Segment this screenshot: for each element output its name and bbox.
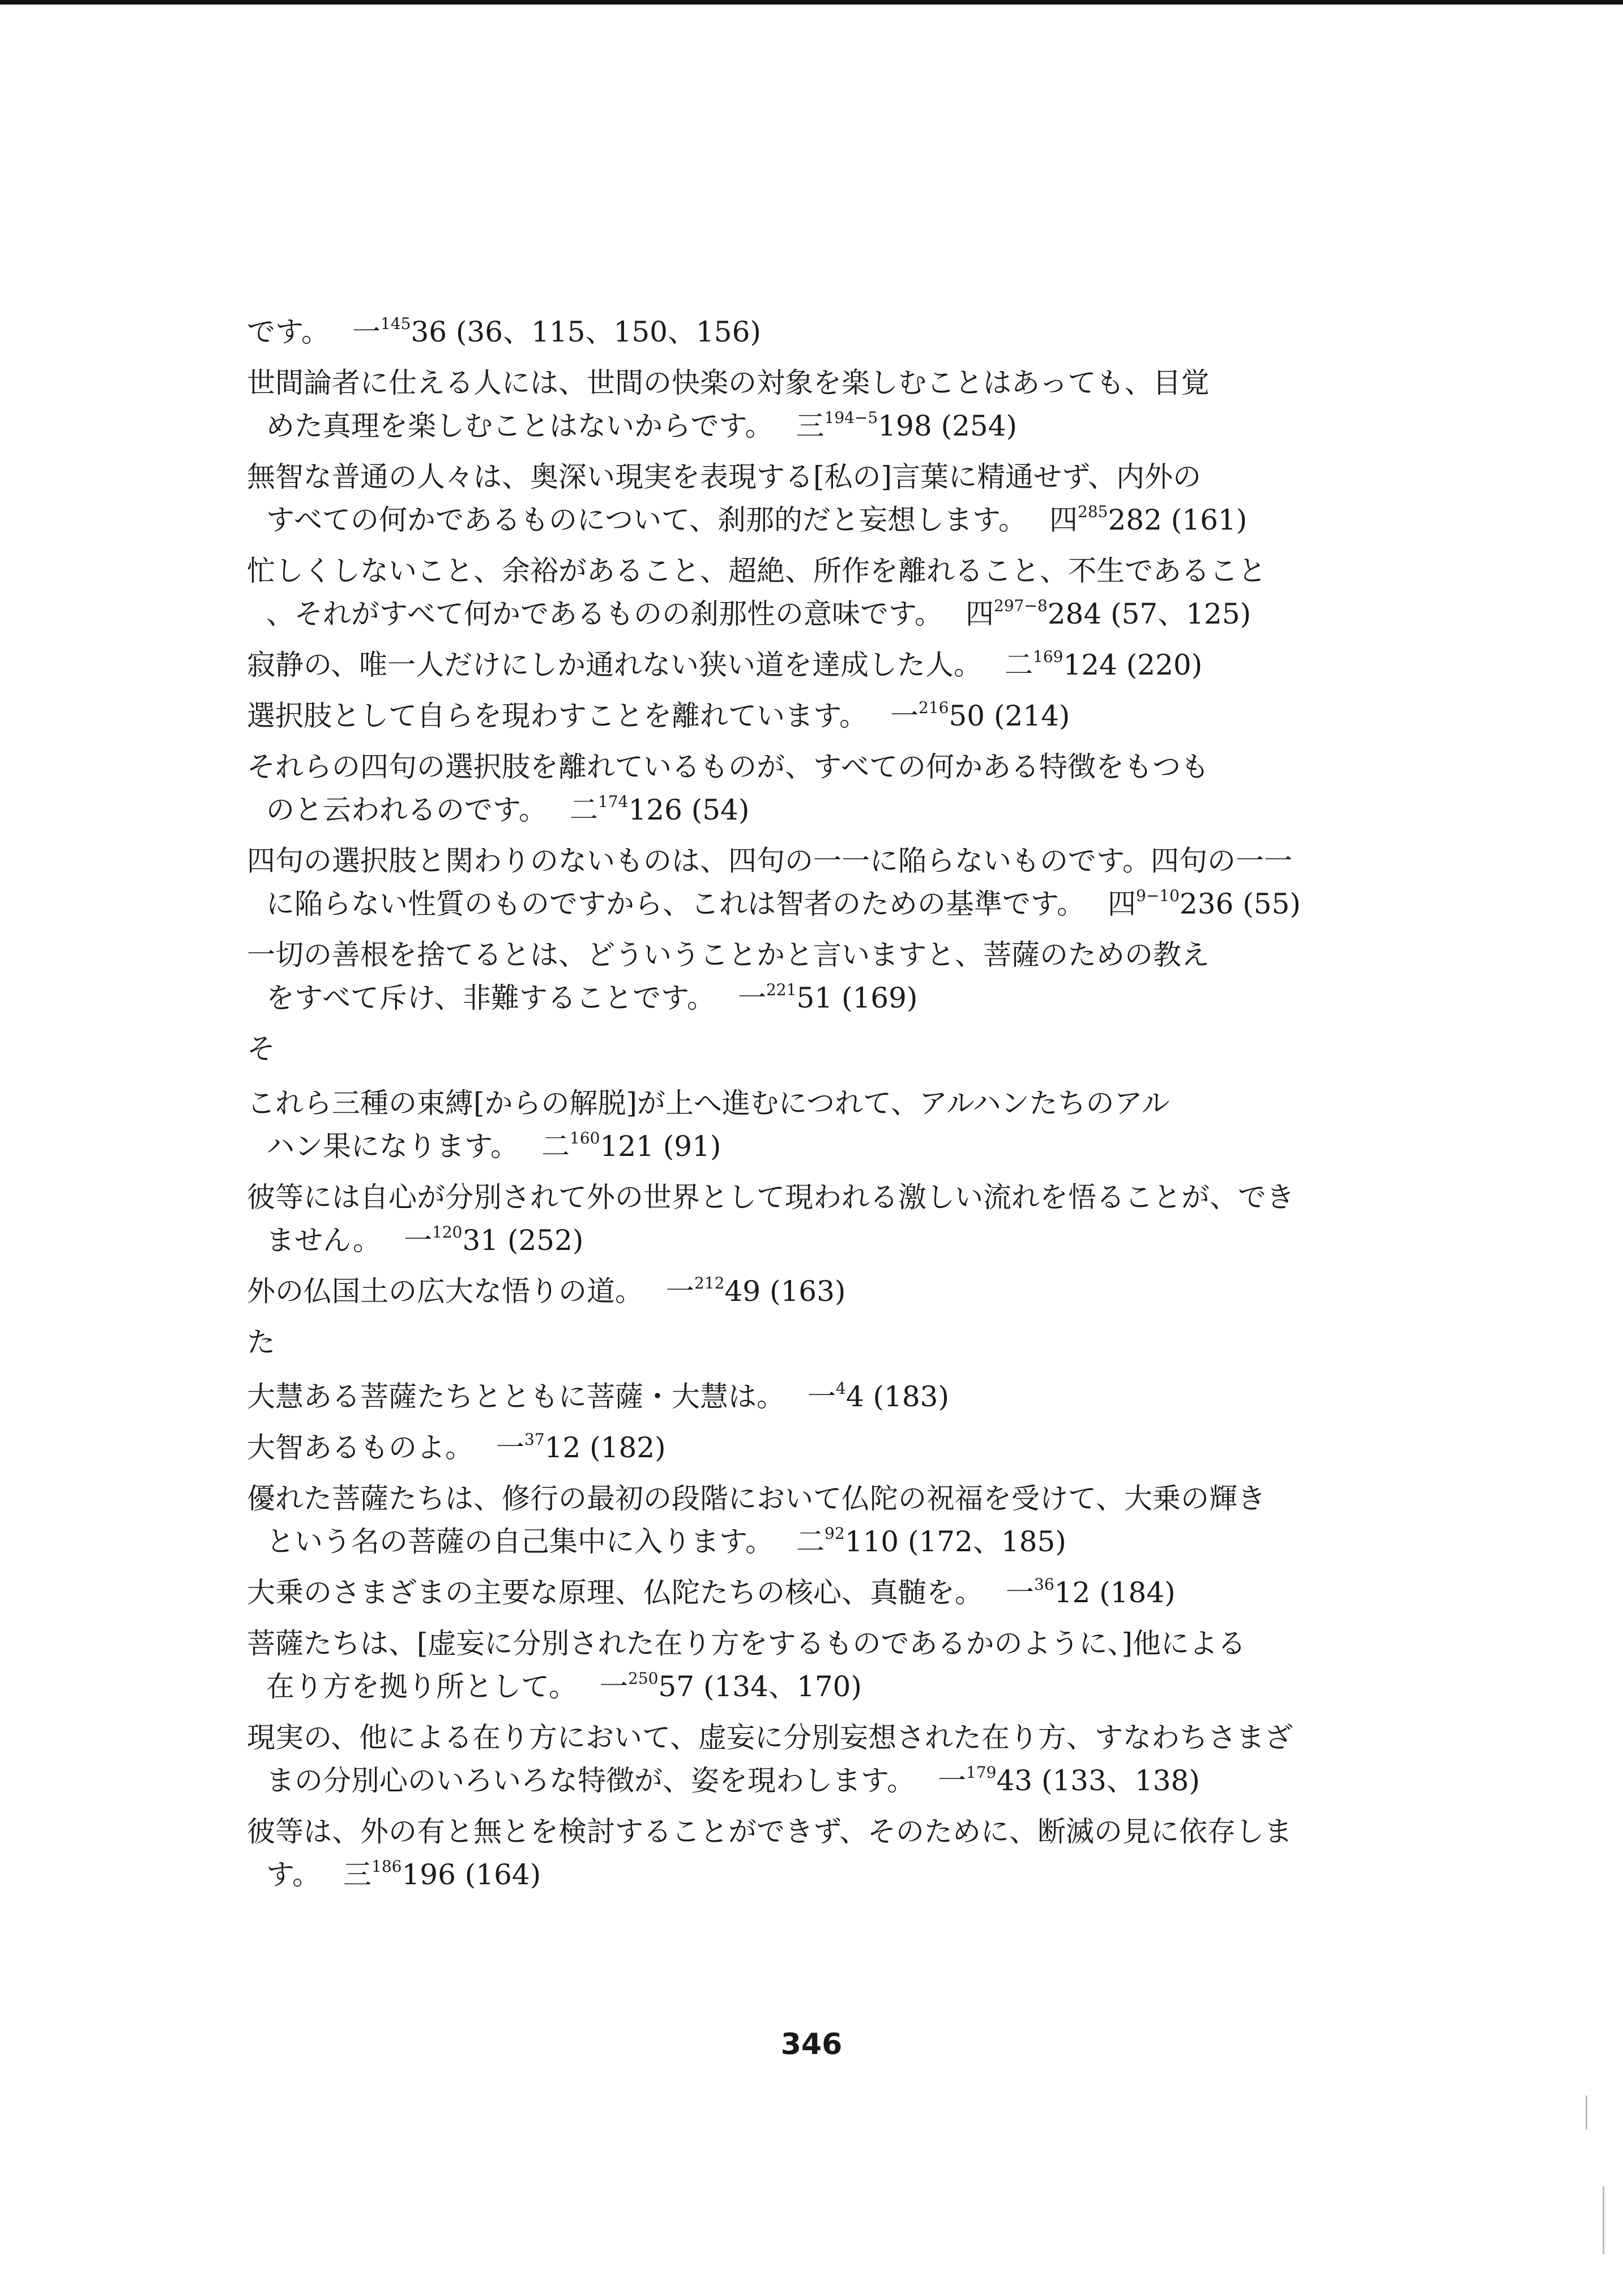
entry-text-line1: 選択肢として自らを現わすことを離れています。	[247, 699, 868, 732]
reference-page: 4	[845, 1380, 864, 1413]
reference-page: 12	[1054, 1576, 1091, 1609]
reference-volume: 一	[404, 1224, 432, 1257]
reference-volume: 一	[938, 1764, 966, 1797]
reference-pages-paren: (214)	[993, 699, 1070, 732]
entry-text-line2: ません。	[266, 1224, 381, 1257]
reference-page: 51	[796, 981, 833, 1014]
entry-text-line1: 一切の善根を捨てるとは、どういうことかと言いますと、菩薩のための教え	[247, 938, 1210, 971]
scan-speck	[1603, 2186, 1604, 2254]
index-entry	[247, 361, 1368, 447]
entry-reference	[600, 1670, 862, 1703]
entry-text-line1: 彼等には自心が分別されて外の世界として現われる激しい流れを悟ることが、でき	[247, 1181, 1295, 1214]
entry-reference	[1049, 503, 1247, 536]
reference-pages-paren: (36、115、150、156)	[455, 315, 761, 348]
reference-volume: 一	[738, 981, 766, 1014]
entry-text-line1: それらの四句の選択肢を離れているものが、すべての何かある特徴をもつも	[247, 750, 1209, 783]
reference-pages-paren: (55)	[1242, 887, 1301, 920]
reference-pages-paren: (163)	[769, 1275, 846, 1308]
entry-text-line2: めた真理を楽しむことはないからです。	[266, 409, 774, 442]
reference-pages-paren: (182)	[590, 1431, 666, 1464]
entry-reference	[666, 1275, 845, 1308]
entry-reference	[938, 1764, 1200, 1797]
index-text-block	[247, 310, 1368, 1904]
index-entry	[247, 455, 1368, 541]
entry-text-line2: をすべて斥け、非難することです。	[266, 981, 715, 1014]
reference-verse: 4	[836, 1379, 846, 1398]
entry-text-line1: 現実の、他による在り方において、虚妄に分別妄想された在り方、すなわちさまざ	[247, 1721, 1293, 1754]
entry-text-line1: 無智な普通の人々は、奥深い現実を表現する[私の]言葉に精通せず、内外の	[247, 460, 1202, 493]
reference-page: 284	[1047, 598, 1102, 630]
reference-pages-paren: (164)	[464, 1858, 541, 1891]
reference-page: 110	[844, 1525, 899, 1558]
reference-page: 36	[411, 315, 447, 348]
reference-pages-paren: (183)	[873, 1380, 949, 1413]
reference-verse: 250	[628, 1669, 659, 1688]
index-entry	[247, 643, 1368, 686]
reference-volume: 二	[796, 1525, 825, 1558]
reference-page: 12	[544, 1431, 581, 1464]
scan-speck	[1586, 2096, 1587, 2129]
reference-volume: 一	[808, 1380, 836, 1413]
entry-text-line2: のと云われるのです。	[266, 793, 547, 826]
entry-text-line1: 大乗のさまざまの主要な原理、仏陀たちの核心、真髄を。	[247, 1576, 983, 1609]
index-entry	[247, 1426, 1368, 1469]
reference-verse: 37	[524, 1430, 545, 1449]
entry-text-line2: 在り方を拠り所として。	[266, 1670, 577, 1703]
reference-pages-paren: (220)	[1126, 648, 1203, 681]
index-entry	[247, 745, 1368, 831]
index-entry	[247, 933, 1368, 1019]
reference-page: 126	[628, 793, 682, 826]
reference-pages-paren: (172、185)	[907, 1525, 1066, 1558]
reference-pages-paren: (91)	[663, 1130, 721, 1163]
reference-verse: 186	[371, 1857, 402, 1876]
index-entry	[247, 310, 1368, 353]
reference-page: 121	[600, 1130, 654, 1163]
entry-text-line1: 大智あるものよ。	[247, 1431, 473, 1464]
entry-reference	[570, 793, 749, 826]
reference-pages-paren: (169)	[841, 981, 918, 1014]
entry-reference	[496, 1431, 666, 1464]
reference-verse: 179	[966, 1763, 997, 1782]
reference-volume: 四	[966, 598, 994, 630]
entry-reference	[541, 1130, 721, 1163]
index-entry	[247, 1477, 1368, 1563]
reference-verse: 174	[598, 792, 629, 811]
index-entry	[247, 1270, 1368, 1313]
reference-volume: 一	[666, 1275, 694, 1308]
reference-pages-paren: (133、138)	[1041, 1764, 1200, 1797]
entry-text-line1: 忙しくしないこと、余裕があること、超絶、所作を離れること、不生であること	[247, 554, 1266, 587]
reference-pages-paren: (54)	[691, 793, 750, 826]
section-heading-ta: た	[247, 1326, 275, 1359]
entry-reference	[343, 1858, 541, 1891]
entry-reference	[352, 315, 761, 348]
reference-page: 31	[462, 1224, 499, 1257]
entry-text-line1: 大慧ある菩薩たちとともに菩薩・大慧は。	[247, 1380, 785, 1413]
section-heading-so: そ	[247, 1032, 275, 1065]
reference-verse: 212	[694, 1274, 725, 1292]
reference-page: 49	[724, 1275, 761, 1308]
reference-pages-paren: (57、125)	[1111, 598, 1252, 630]
entry-text-line2: す。	[266, 1858, 321, 1891]
entry-reference	[890, 699, 1070, 732]
reference-page: 43	[996, 1764, 1033, 1797]
entry-text-line2: に陥らない性質のものですから、これは智者のための基準です。	[266, 887, 1085, 920]
entry-text-line1: これら三種の束縛[からの解脱]が上へ進むにつれて、アルハンたちのアル	[247, 1087, 1170, 1120]
reference-verse: 92	[825, 1524, 845, 1543]
reference-verse: 297−8	[994, 596, 1048, 615]
entry-reference	[808, 1380, 949, 1413]
entry-reference	[738, 981, 917, 1014]
reference-volume: 一	[600, 1670, 628, 1703]
entry-reference	[1108, 887, 1301, 920]
reference-verse: 169	[1033, 647, 1064, 666]
reference-pages-paren: (161)	[1171, 503, 1248, 536]
entry-reference	[796, 1525, 1066, 1558]
reference-pages-paren: (254)	[941, 409, 1018, 442]
index-entry	[247, 549, 1368, 635]
top-border-line	[0, 0, 1623, 5]
reference-verse: 216	[919, 698, 949, 717]
index-entry	[247, 1716, 1368, 1802]
reference-page: 282	[1108, 503, 1162, 536]
reference-verse: 120	[432, 1223, 463, 1241]
entry-reference	[1005, 648, 1202, 681]
reference-page: 198	[878, 409, 932, 442]
reference-volume: 二	[570, 793, 598, 826]
reference-verse: 194−5	[824, 408, 878, 427]
reference-verse: 160	[570, 1129, 600, 1147]
reference-verse: 285	[1078, 502, 1108, 521]
reference-pages-paren: (184)	[1099, 1576, 1176, 1609]
page-number: 346	[780, 2028, 843, 2062]
entry-reference	[966, 598, 1251, 630]
entry-reference	[796, 409, 1018, 442]
entry-text-line2: ハン果になります。	[266, 1130, 519, 1163]
entry-text-line1: 四句の選択肢と関わりのないものは、四句の一一に陥らないものです。四句の一一	[247, 844, 1292, 877]
reference-page: 196	[402, 1858, 456, 1891]
entry-text-line1: 彼等は、外の有と無とを検討することができず、そのために、断滅の見に依存しま	[247, 1815, 1292, 1848]
entry-text-line2: まの分別心のいろいろな特徴が、姿を現わします。	[266, 1764, 915, 1797]
entry-text-line1: 寂静の、唯一人だけにしか通れない狭い道を達成した人。	[247, 648, 982, 681]
reference-page: 124	[1063, 648, 1117, 681]
index-entry	[247, 1176, 1368, 1262]
reference-verse: 221	[766, 980, 797, 999]
index-entry	[247, 1622, 1368, 1708]
entry-text-line2: すべての何かであるものについて、刹那的だと妄想します。	[266, 503, 1027, 536]
reference-volume: 一	[1006, 1576, 1034, 1609]
entry-group-main	[247, 310, 1368, 1019]
reference-volume: 三	[796, 409, 825, 442]
entry-reference	[404, 1224, 583, 1257]
entry-text-line1: です。	[247, 315, 330, 348]
reference-volume: 一	[352, 315, 381, 348]
entry-reference	[1006, 1576, 1176, 1609]
entry-text-line2: という名の菩薩の自己集中に入ります。	[266, 1525, 774, 1558]
index-entry	[247, 1571, 1368, 1614]
reference-verse: 145	[381, 314, 411, 333]
reference-page: 57	[658, 1670, 695, 1703]
reference-volume: 二	[541, 1130, 570, 1163]
index-entry	[247, 1082, 1368, 1168]
reference-page: 50	[949, 699, 985, 732]
reference-volume: 二	[1005, 648, 1033, 681]
reference-verse: 9−10	[1136, 886, 1180, 905]
index-entry	[247, 1810, 1368, 1896]
reference-pages-paren: (134、170)	[703, 1670, 862, 1703]
reference-pages-paren: (252)	[507, 1224, 584, 1257]
entry-group-ta	[247, 1375, 1368, 1896]
entry-group-so	[247, 1082, 1368, 1313]
entry-text-line1: 世間論者に仕える人には、世間の快楽の対象を楽しむことはあっても、目覚	[247, 366, 1210, 399]
reference-page: 236	[1179, 887, 1234, 920]
reference-volume: 四	[1049, 503, 1078, 536]
index-entry	[247, 694, 1368, 737]
entry-text-line1: 優れた菩薩たちは、修行の最初の段階において仏陀の祝福を受けて、大乗の輝き	[247, 1482, 1266, 1515]
reference-volume: 一	[496, 1431, 524, 1464]
reference-verse: 36	[1034, 1575, 1054, 1594]
entry-text-line1: 外の仏国土の広大な悟りの道。	[247, 1275, 643, 1308]
entry-text-line2: 、それがすべて何かであるものの刹那性の意味です。	[266, 598, 943, 630]
entry-text-line1: 菩薩たちは、[虚妄に分別された在り方をするものであるかのように、]他による	[247, 1627, 1246, 1660]
index-entry	[247, 1375, 1368, 1418]
index-entry	[247, 839, 1368, 925]
reference-volume: 三	[343, 1858, 371, 1891]
reference-volume: 四	[1108, 887, 1136, 920]
reference-volume: 一	[890, 699, 919, 732]
